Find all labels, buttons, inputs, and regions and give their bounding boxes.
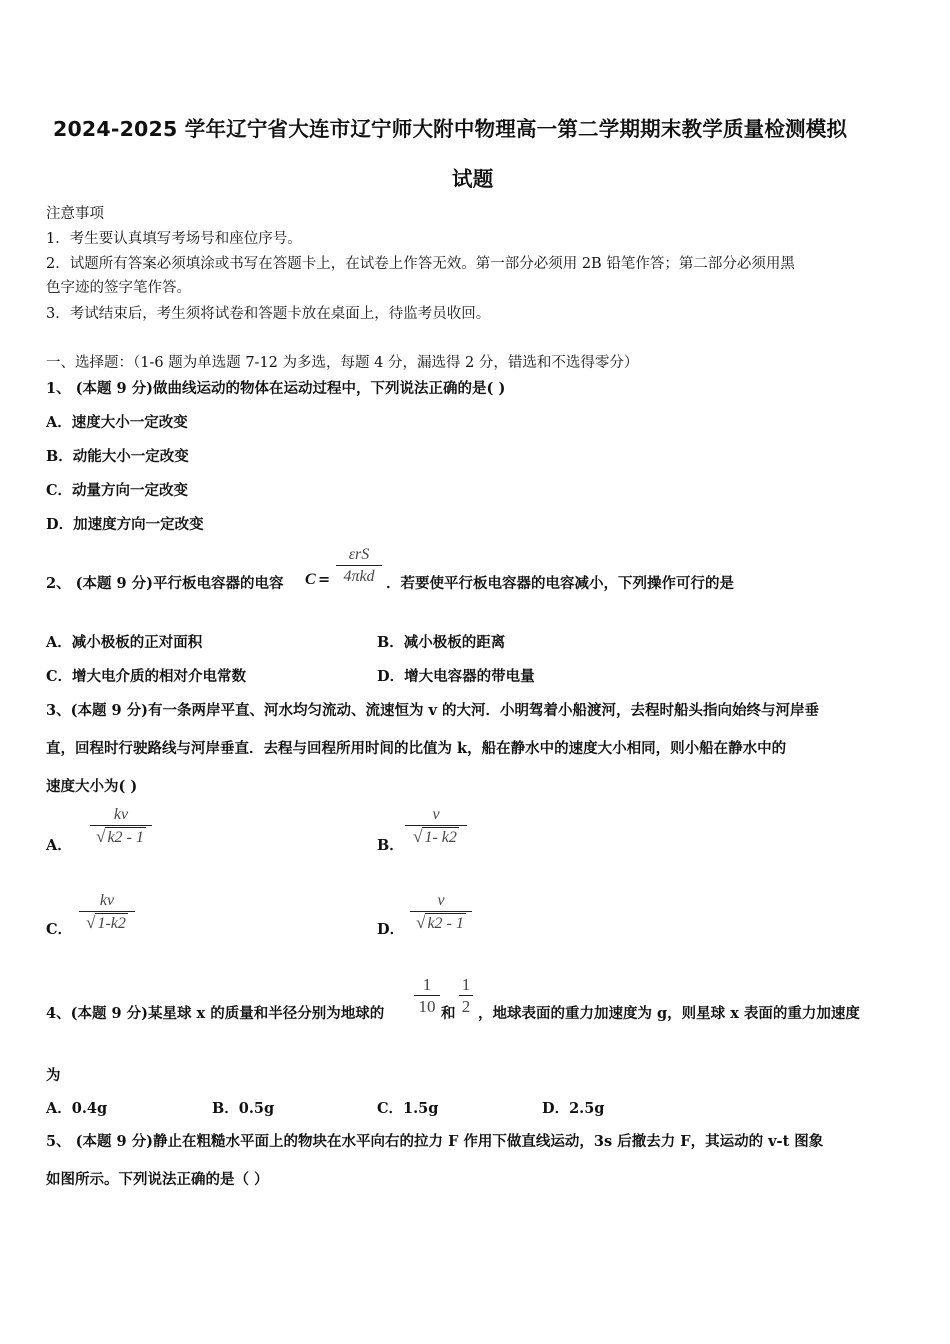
notice-item: 3．考试结束后，考生须将试卷和答题卡放在桌面上，待监考员收回。 [46,306,491,322]
q2-option-c: C．增大电介质的相对介电常数 [46,668,247,685]
q3-option-b-fraction [405,806,467,848]
q5-stem-line2: 如图所示。下列说法正确的是（ ） [46,1171,269,1188]
q2-option-a: A．减小极板的正对面积 [46,634,203,651]
q4-stem-tail: 为 [46,1067,61,1084]
sqrt-sign: √ [86,913,96,932]
q3-option-d-fraction [410,892,472,934]
q2-option-b: B．减小极板的距离 [377,634,506,651]
notice-heading: 注意事项 [46,206,104,222]
q3-option-a-fraction [90,806,152,848]
q2-formula-equals: = [318,571,331,588]
fraction-denominator: 4πkd [343,568,375,585]
q1-option-c: C．动量方向一定改变 [46,482,189,499]
q1-option-a: A．速度大小一定改变 [46,414,188,431]
fraction-bar [410,911,472,912]
notice-item: 1．考生要认真填写考场号和座位序号。 [46,231,302,247]
q2-stem-end: ．若要使平行板电容器的电容减小，下列操作可行的是 [386,575,734,592]
fraction-denominator: 10 [418,997,436,1016]
fraction-denominator: 2 [461,997,471,1016]
q2-stem-start: 2、 (本题 9 分)平行板电容器的电容 [46,575,284,592]
q3-option-d-label: D． [377,921,405,938]
q4-option-b: B．0.5g [212,1100,275,1117]
q4-and: 和 [441,1005,456,1022]
q1-option-b: B．动能大小一定改变 [46,448,189,465]
q4-option-a: A．0.4g [46,1100,108,1117]
fraction-numerator: 1 [422,975,432,994]
q2-formula-c: C [305,571,316,588]
q3-option-c-fraction [79,892,135,934]
q3-stem-line2: 直，回程时行驶路线与河岸垂直．去程与回程所用时间的比值为 k，船在静水中的速度大小相同，则小船在静水中的 [46,740,787,757]
q4-option-d: D．2.5g [542,1100,605,1117]
q4-option-c: C．1.5g [377,1100,439,1117]
fraction-numerator: kv [99,892,115,909]
fraction-denominator: 1- k2 [424,829,457,846]
fraction-numerator: 1 [461,975,471,994]
q2-capacitance-fraction [336,546,382,587]
notice-item: 色字迹的签字笔作答。 [46,280,191,296]
q3-option-b-label: B． [377,837,404,854]
q4-fraction-radius [459,976,473,1017]
fraction-bar [414,995,440,996]
q3-option-a-label: A． [46,837,72,854]
section-heading: 一、选择题：（1-6 题为单选题 7-12 为多选，每题 4 分，漏选得 2 分，错选和不选得零分） [46,355,639,371]
q1-option-d: D．加速度方向一定改变 [46,516,204,533]
q4-stem-start: 4、(本题 9 分)某星球 x 的质量和半径分别为地球的 [46,1005,385,1022]
q1-stem: 1、 (本题 9 分)做曲线运动的物体在运动过程中，下列说法正确的是( ) [46,380,506,397]
fraction-denominator: 1-k2 [97,915,126,932]
fraction-numerator: εrS [348,546,370,563]
sqrt-sign: √ [96,827,106,846]
fraction-bar [79,911,135,912]
fraction-denominator: k2 - 1 [427,915,464,932]
fraction-bar [336,565,382,566]
sqrt-sign: √ [416,913,426,932]
fraction-numerator: v [432,806,440,823]
q2-option-d: D．增大电容器的带电量 [377,668,535,685]
fraction-numerator: kv [113,806,129,823]
q3-option-c-label: C． [46,921,73,938]
fraction-denominator: k2 - 1 [107,829,144,846]
fraction-bar [459,995,473,996]
sqrt-sign: √ [413,827,423,846]
document-title-line2: 试题 [452,167,494,191]
q4-fraction-mass [414,976,440,1017]
fraction-numerator: v [437,892,445,909]
fraction-bar [405,825,467,826]
notice-item: 2．试题所有答案必须填涂或书写在答题卡上，在试卷上作答无效。第一部分必须用 2B 铅笔作答；第二部分必须用黑 [46,256,795,272]
q3-stem-line1: 3、(本题 9 分)有一条两岸平直、河水均匀流动、流速恒为 v 的大河．小明驾着小船渡河，去程时船头指向始终与河岸垂 [46,702,820,719]
document-title-line1: 2024-2025 学年辽宁省大连市辽宁师大附中物理高一第二学期期末教学质量检测模拟 [53,117,848,141]
q5-stem-line1: 5、 (本题 9 分)静止在粗糙水平面上的物块在水平向右的拉力 F 作用下做直线运动，3s 后撤去力 F，其运动的 v-t 图象 [46,1133,824,1150]
q3-stem-line3: 速度大小为( ) [46,778,138,795]
fraction-bar [90,825,152,826]
q4-stem-end: ，地球表面的重力加速度为 g，则星球 x 表面的重力加速度 [478,1005,860,1022]
